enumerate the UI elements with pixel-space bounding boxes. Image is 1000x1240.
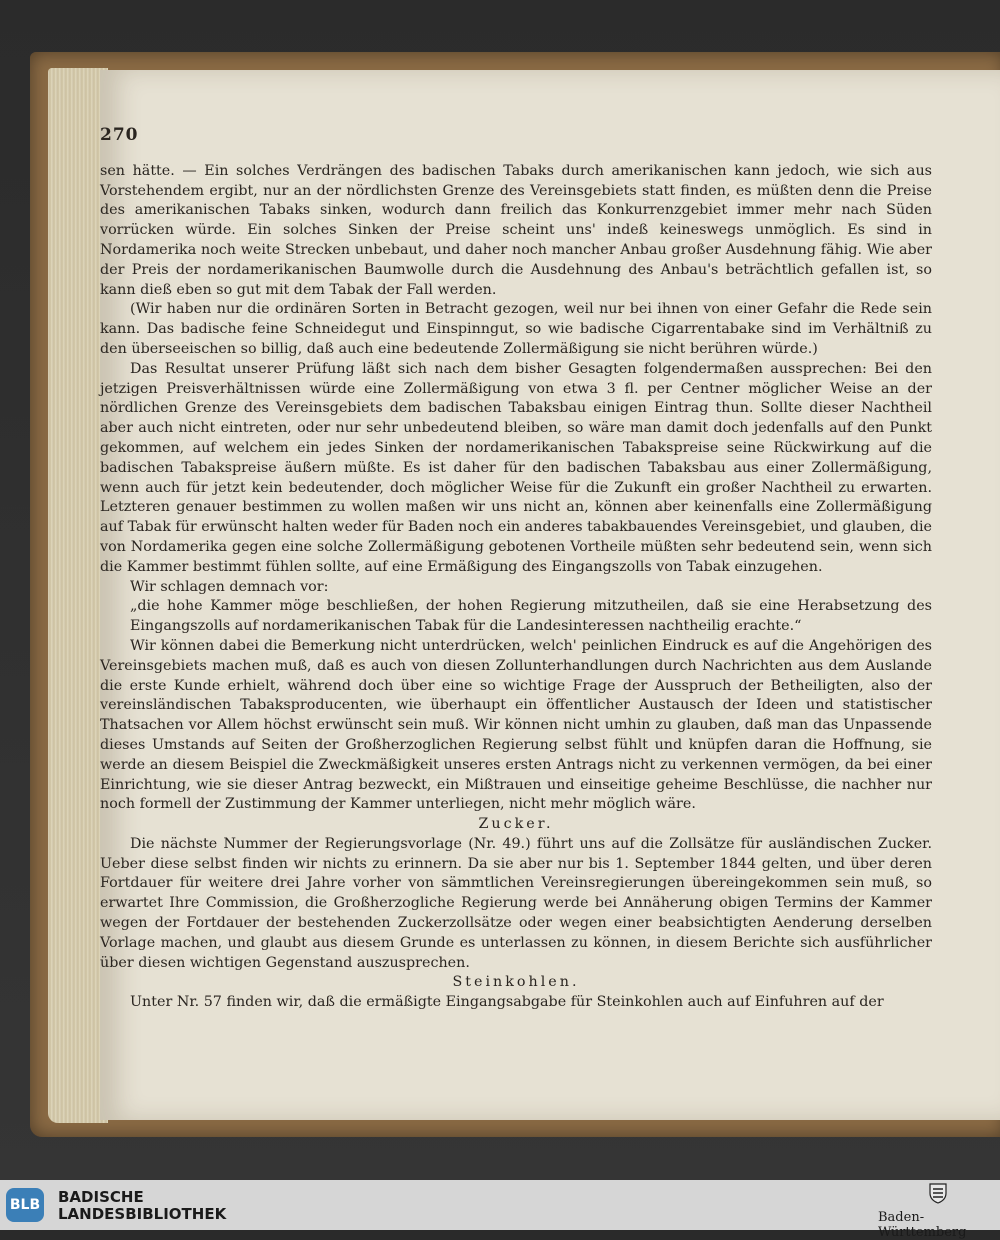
body-paragraph: sen hätte. — Ein solches Verdrängen des badischen Tabaks durch amerikanischen kann jedoch, wie sich aus Vorstehendem ergibt, nur an der nördlichsten Grenze des Vereinsgebiets statt finden, es müßten denn die Preise des amerikanischen Tabaks sinken, wodurch dann freilich das Konkurrenzgebiet immer mehr nach Süden vorrücken würde. Ein solches Sinken der Preise scheint uns' indeß keineswegs unmöglich. Es sind in Nordamerika noch weite Strecken unbebaut, und daher noch mancher Anbau großer Ausdehnung fähig. Wie aber der Preis der nordamerikanischen Baumwolle durch die Ausdehnung des Anbau's beträchtlich gefallen ist, so kann dieß eben so gut mit dem Tabak der Fall werden. [100,162,932,298]
body-paragraph: Die nächste Nummer der Regierungsvorlage (Nr. 49.) führt uns auf die Zollsätze für ausländischen Zucker. Ueber diese selbst finden wir nichts zu erinnern. Da sie aber nur bis 1. September 1844 gelten, und über deren Fortdauer für weitere drei Jahre vorher von sämmtlichen Vereinsregierungen übereingekommen sein muß, so erwartet Ihre Commission, die Großherzogliche Regierung werde bei Annäherung obigen Termins der Kammer wegen der Fortdauer der bestehenden Zuckerzollsätze oder wegen einer beabsichtigten Aenderung derselben Vorlage machen, und glaubt aus diesem Grunde es unterlassen zu können, in diesem Berichte sich ausführlicher über diesen wichtigen Gegenstand auszusprechen. [100,835,932,971]
coat-of-arms-icon [928,1182,948,1204]
body-paragraph: Unter Nr. 57 finden wir, daß die ermäßigte Eingangsabgabe für Steinkohlen auch auf Einfuhren auf der [130,994,884,1011]
blb-logo-icon[interactable]: BLB [6,1188,44,1222]
library-name[interactable] [58,1189,226,1223]
body-paragraph: Wir schlagen demnach vor: [130,578,329,595]
page-edges [48,68,108,1123]
paragraph-list [100,162,932,1013]
section-heading: Steinkohlen. [452,974,580,991]
body-paragraph: Wir können dabei die Bemerkung nicht unterdrücken, welch' peinlichen Eindruck es auf die Angehörigen des Vereinsgebiets machen muß, daß es auch von diesen Zollunterhandlungen durch Nachrichten aus dem Auslande die erste Kunde erhielt, während doch über eine so wichtige Frage der Ausspruch der Betheiligten, also der vereinsländischen Tabaksproducenten, wie überhaupt ein öffentlicher Austausch der Ideen und statistischer Thatsachen vor Allem höchst erwünscht sein muß. Wir können nicht umhin zu glauben, daß man das Unpassende dieses Umstands auf Seiten der Großherzoglichen Regierung selbst fühlt und knüpfen daran die Hoffnung, sie werde an diesem Beispiel die Zweckmäßigkeit unseres ersten Antrags nicht zu verkennen vermögen, da bei einer Einrichtung, wie sie dieser Antrag bezweckt, ein Mißtrauen und einseitige geheime Beschlüsse, die nachher nur noch formell der Zustimmung der Kammer unterliegen, nicht mehr möglich wäre. [100,637,932,813]
body-paragraph: Das Resultat unserer Prüfung läßt sich nach dem bisher Gesagten folgendermaßen aussprechen: Bei den jetzigen Preisverhältnissen würde eine Zollermäßigung von etwa 3 fl. per Centner möglicher Weise an der nördlichen Grenze des Vereinsgebiets dem badischen Tabaksbau einigen Eintrag thun. Sollte dieser Nachtheil aber auch nicht eintreten, oder nur sehr unbedeutend bleiben, so wäre man damit doch jedenfalls auf den Punkt gekommen, auf welchem ein jedes Sinken der nordamerikanischen Tabakspreise seine Rückwirkung auf die badischen Tabakspreise äußern müßte. Es ist daher für den badischen Tabaksbau aus einer Zollermäßigung, wenn auch für jetzt kein bedeutender, doch möglicher Weise für die Zukunft ein großer Nachtheil zu erwarten. Letzteren genauer bestimmen zu wollen maßen wir uns nicht an, können aber keinenfalls eine Zollermäßigung auf Tabak für erwünscht halten weder für Baden noch ein anderes tabakbauendes Vereinsgebiet, und glauben, die von Nordamerika gegen eine solche Zollermäßigung gebotenen Vortheile müßten sehr bedeutend sein, wenn sich die Kammer bestimmt fühlen sollte, auf eine Ermäßigung des Eingangszolls von Tabak einzugehen. [100,360,933,575]
page-number: 270 [100,125,139,145]
page-text-block [100,126,932,1056]
library-footer [0,1180,1000,1230]
body-paragraph: (Wir haben nur die ordinären Sorten in Betracht gezogen, weil nur bei ihnen von einer Gefahr die Rede sein kann. Das badische feine Schneidegut und Einspinngut, so wie badische Cigarrentabake sind im Verhältniß zu den überseeischen so billig, daß auch eine bedeutende Zollermäßigung sie nicht berühren würde.) [100,301,932,357]
library-name-line1: BADISCHE [58,1188,144,1206]
section-heading: Zucker. [478,816,554,833]
library-name-line2: LANDESBIBLIOTHEK [58,1205,227,1223]
region-label: Baden-Württemberg [878,1210,967,1240]
proposal-quote: „die hohe Kammer möge beschließen, der hohen Regierung mitzutheilen, daß sie eine Herabsetzung des Eingangszolls auf nordamerikanischen Tabak für die Landesinteressen nachtheilig erachte.“ [130,598,932,635]
